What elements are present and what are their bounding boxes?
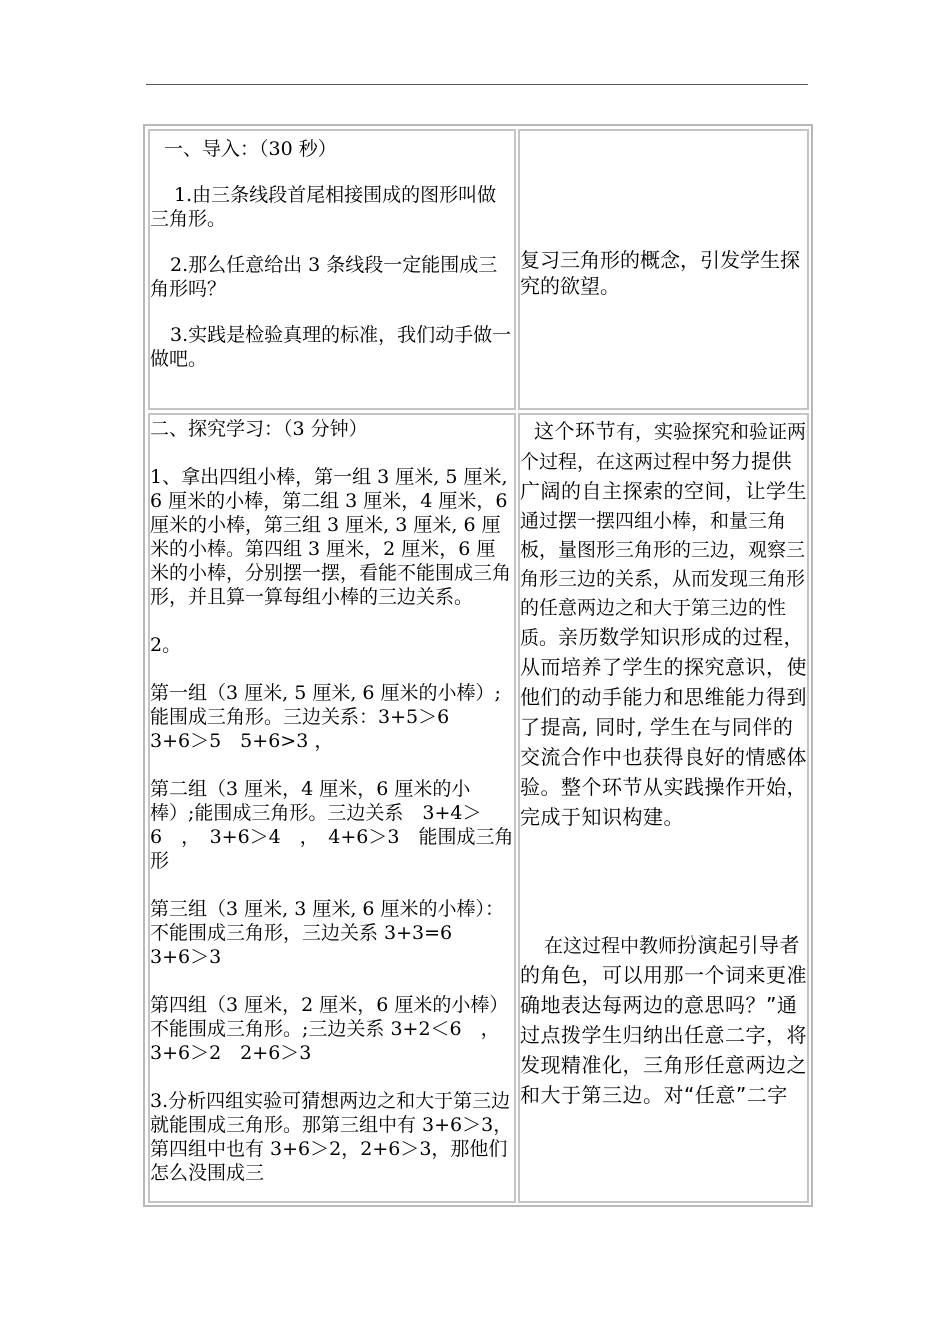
intro-title: 一、导入：（30 秒） — [164, 138, 337, 160]
explore-note-cell — [518, 413, 809, 1203]
explore-group-4: 第四组（3 厘米，2 厘米，6 厘米的小棒）不能围成三角形。;三边关系 3+2＜6 ，3+6＞2 2+6＞3 — [150, 994, 509, 1064]
note-highlight-c: 努力提供广阔的自主探索的空间，让 — [520, 449, 793, 503]
note-text-e: 通过摆一摆四组小棒，和量三角板，量图形三角形的三边，观察三角形三边的关系，从而发现三角形的任意两边之和大于第三边的性质。 — [520, 510, 806, 649]
explore-step-3: 3.分析四组实验可猜想两边之和大于第三边就能围成三角形。那第三组中有 3+6＞3，第四组中也有 3+6＞2，2+6＞3，那他们怎么没围成三 — [150, 1090, 513, 1184]
explore-note-2 — [520, 931, 807, 1111]
explore-group-3: 第三组（3 厘米, 3 厘米, 6 厘米的小棒）： 不能围成三角形，三边关系 3+3=6 3+6＞3 — [150, 898, 514, 968]
note-highlight-d: 学生 — [766, 479, 807, 503]
explore-title: 二、探究学习：（3 分钟） — [150, 418, 368, 440]
lesson-table — [143, 124, 813, 1207]
explore-content-cell — [148, 413, 516, 1203]
intro-note: 复习三角形的概念，引发学生探究的欲望。 — [520, 248, 800, 298]
explore-group-2: 第二组（3 厘米，4 厘米，6 厘米的小棒）;能围成三角形。三边关系 3+4＞6 ， 3+6＞4 ， 4+6＞3 能围成三角形 — [150, 778, 514, 872]
note-highlight-f: 亲历数学知识形成的过程，从而培养了学生的探究意识，使他们的动手能力和思维能力得到了提高, 同时, 学生在与同伴的交流合作中也获得良好的情感体验。整个环节从实践操作开始，完成于知识构建。 — [520, 625, 807, 829]
intro-item-1: 1.由三条线段首尾相接围成的图形叫做三角形。 — [150, 184, 497, 230]
note-text-b: 有，实验探究和验证两个过程，在这两过程中 — [520, 421, 807, 473]
intro-content-cell — [148, 129, 516, 410]
explore-group-1: 第一组（3 厘米, 5 厘米, 6 厘米的小棒）;能围成三角形。三边关系：3+5＞6 3+6＞5 5+6>3 ， — [150, 682, 501, 752]
explore-note-1 — [520, 417, 807, 833]
note-highlight-a: 这个环节 — [534, 419, 616, 443]
header-rule — [146, 84, 808, 85]
intro-item-2: 2.那么任意给出 3 条线段一定能围成三角形吗？ — [150, 254, 498, 300]
note-text-g: 在这过程中教师 — [544, 935, 678, 957]
explore-step-1: 1、拿出四组小棒，第一组 3 厘米, 5 厘米, 6 厘米的小棒，第二组 3 厘米，4 厘米，6 厘米的小棒，第三组 3 厘米, 3 厘米, 6 厘米的小棒。第四组 3 厘米，2 厘米，6 厘米的小棒，分别摆一摆，看能不能围成三角形，并且算一算每组小棒的三边关系。 — [150, 466, 512, 608]
intro-note-cell — [518, 129, 809, 410]
explore-step-2: 2。 — [150, 634, 182, 656]
intro-item-3: 3.实践是检验真理的标准，我们动手做一做吧。 — [150, 324, 512, 370]
note-highlight-h: 扮演起引导者的角色，可以用那一个词来更准确地表达每两边的意思吗？”通过点拨学生归纳出任意二字，将发现精准化，三角形任意两边之和大于第三边。对“任意”二字 — [520, 933, 807, 1107]
